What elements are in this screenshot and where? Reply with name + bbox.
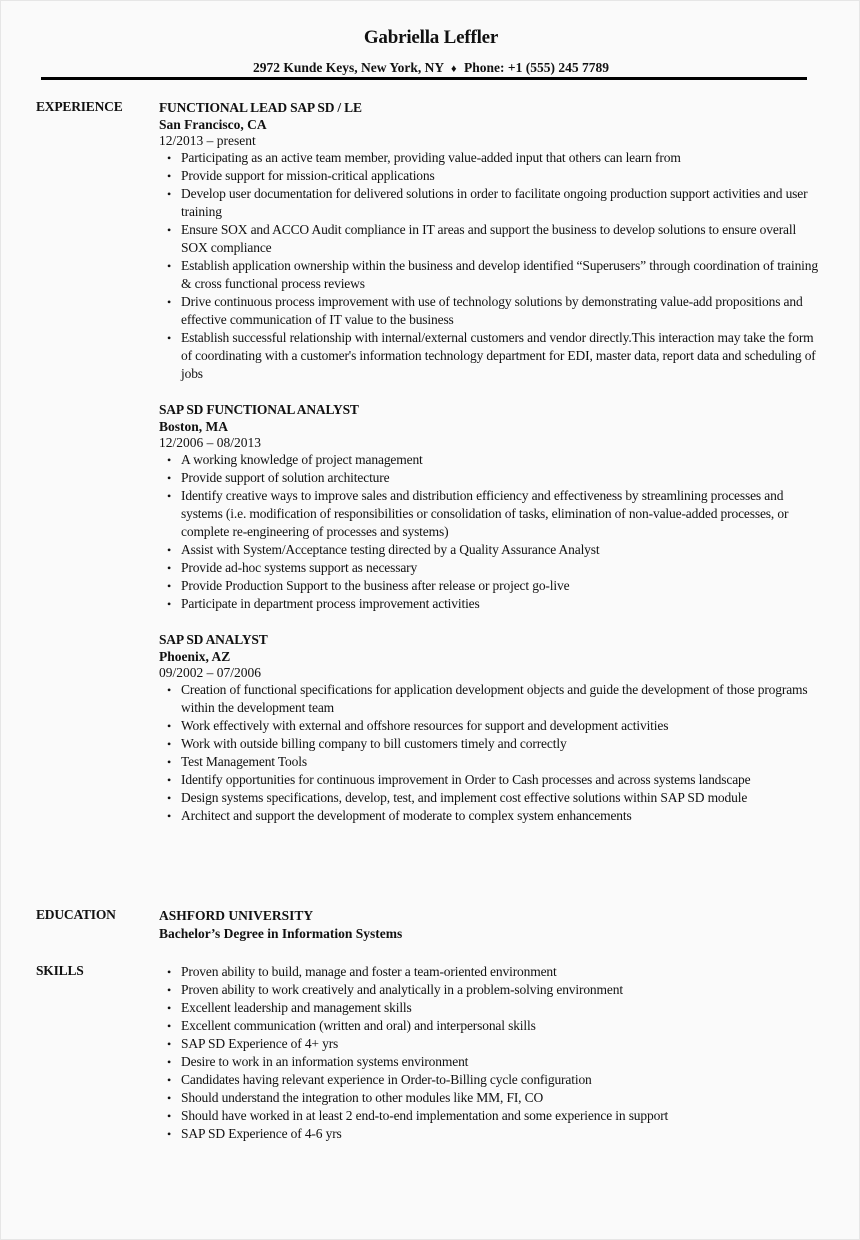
- phone: Phone: +1 (555) 245 7789: [464, 60, 609, 75]
- contact-line: [1, 60, 860, 76]
- job-title: SAP SD ANALYST: [159, 632, 268, 647]
- school-name: ASHFORD UNIVERSITY: [159, 908, 314, 923]
- job-location: Boston, MA: [159, 419, 229, 434]
- bullet-item: • Provide ad-hoc systems support as necessary: [159, 559, 819, 577]
- bullet-item: • Design systems specifications, develop, test, and implement cost effective solutions within SAP SD module: [159, 789, 819, 807]
- skill-item: • Proven ability to build, manage and foster a team-oriented environment: [159, 963, 819, 981]
- job-location: Phoenix, AZ: [159, 649, 231, 664]
- job-bullets: [159, 451, 819, 613]
- candidate-name: Gabriella Leffler: [363, 27, 499, 48]
- address: 2972 Kunde Keys, New York, NY: [253, 60, 444, 75]
- job-bullets: [159, 149, 819, 383]
- job-entry: [159, 99, 819, 383]
- job-dates: 09/2002 – 07/2006: [159, 665, 262, 680]
- bullet-item: • A working knowledge of project management: [159, 451, 819, 469]
- bullet-item: • Test Management Tools: [159, 753, 819, 771]
- bullet-item: • Provide support of solution architecture: [159, 469, 819, 487]
- experience-list: [159, 99, 819, 843]
- bullet-item: • Participate in department process improvement activities: [159, 595, 819, 613]
- bullet-item: • Develop user documentation for delivered solutions in order to facilitate ongoing production support activities and user training: [159, 185, 819, 221]
- bullet-item: • Work effectively with external and offshore resources for support and development activities: [159, 717, 819, 735]
- degree: Bachelor’s Degree in Information Systems: [159, 926, 403, 941]
- skills-body: [159, 963, 819, 1143]
- bullet-item: • Architect and support the development of moderate to complex system enhancements: [159, 807, 819, 825]
- bullet-item: • Identify creative ways to improve sales and distribution efficiency and effectiveness by streamlining processes and systems (i.e. modification of responsibilities or consolidation of tasks, elimination of non-value-added processes, or complete re-engineering of processes and systems): [159, 487, 819, 541]
- job-location: San Francisco, CA: [159, 117, 267, 132]
- experience-label: EXPERIENCE: [36, 99, 123, 114]
- skill-item: • Excellent communication (written and oral) and interpersonal skills: [159, 1017, 819, 1035]
- job-dates: 12/2006 – 08/2013: [159, 435, 262, 450]
- job-dates: 12/2013 – present: [159, 133, 256, 148]
- skill-item: • Proven ability to work creatively and analytically in a problem-solving environment: [159, 981, 819, 999]
- education-body: [159, 907, 819, 943]
- bullet-item: • Establish successful relationship with internal/external customers and vendor directly.This interaction may take the form of coordinating with a customer's information technology department for EDI, master data, report data and scheduling of jobs: [159, 329, 819, 383]
- diamond-separator-icon: ♦: [451, 63, 457, 75]
- education-label: EDUCATION: [36, 907, 116, 922]
- bullet-item: • Establish application ownership within the business and develop identified “Superusers” through coordination of training & cross functional process reviews: [159, 257, 819, 293]
- bullet-item: • Drive continuous process improvement with use of technology solutions by demonstrating value-add propositions and effective communication of IT value to the business: [159, 293, 819, 329]
- skill-item: • SAP SD Experience of 4-6 yrs: [159, 1125, 819, 1143]
- bullet-item: • Participating as an active team member, providing value-added input that others can learn from: [159, 149, 819, 167]
- skill-item: • Excellent leadership and management skills: [159, 999, 819, 1017]
- skills-label: SKILLS: [36, 963, 84, 978]
- skill-item: • SAP SD Experience of 4+ yrs: [159, 1035, 819, 1053]
- skill-item: • Desire to work in an information systems environment: [159, 1053, 819, 1071]
- job-title: FUNCTIONAL LEAD SAP SD / LE: [159, 100, 362, 115]
- job-entry: [159, 401, 819, 613]
- bullet-item: • Creation of functional specifications for application development objects and guide the development of those programs within the development team: [159, 681, 819, 717]
- job-title: SAP SD FUNCTIONAL ANALYST: [159, 402, 359, 417]
- header-divider: [41, 77, 807, 80]
- bullet-item: • Provide Production Support to the business after release or project go-live: [159, 577, 819, 595]
- bullet-item: • Assist with System/Acceptance testing directed by a Quality Assurance Analyst: [159, 541, 819, 559]
- skill-item: • Should have worked in at least 2 end-to-end implementation and some experience in support: [159, 1107, 819, 1125]
- job-bullets: [159, 681, 819, 825]
- skill-item: • Candidates having relevant experience in Order-to-Billing cycle configuration: [159, 1071, 819, 1089]
- bullet-item: • Work with outside billing company to bill customers timely and correctly: [159, 735, 819, 753]
- job-entry: [159, 631, 819, 825]
- bullet-item: • Ensure SOX and ACCO Audit compliance in IT areas and support the business to develop solutions to ensure overall SOX compliance: [159, 221, 819, 257]
- bullet-item: • Identify opportunities for continuous improvement in Order to Cash processes and across systems landscape: [159, 771, 819, 789]
- skill-item: • Should understand the integration to other modules like MM, FI, CO: [159, 1089, 819, 1107]
- skills-list: [159, 963, 819, 1143]
- bullet-item: • Provide support for mission-critical applications: [159, 167, 819, 185]
